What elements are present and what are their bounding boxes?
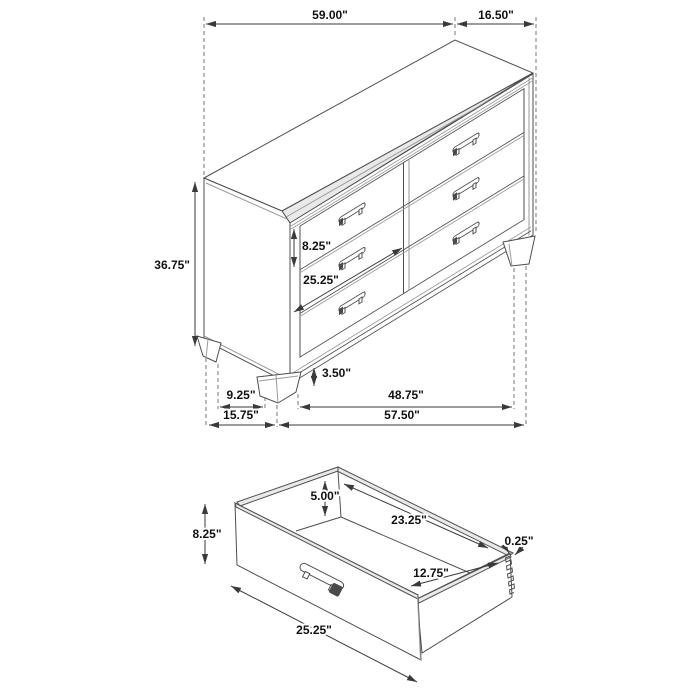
dim-label-drawer-front-width: 25.25" — [303, 273, 339, 287]
dim-label-drawer-front-width: 25.25" — [296, 623, 332, 637]
dim-label-foot-gap: 9.25" — [226, 388, 256, 402]
dim-label-top-depth: 16.50" — [478, 8, 514, 22]
dim-label-feet-span: 48.75" — [388, 388, 424, 402]
dim-label-drawer-inner-width: 12.75" — [413, 566, 449, 580]
dim-label-drawer-inner-depth: 5.00" — [310, 489, 340, 503]
dim-label-drawer-side-thickness: 0.25" — [504, 534, 534, 548]
dim-label-drawer-front-height: 8.25" — [192, 527, 222, 541]
drawer-figure — [192, 467, 533, 682]
drawer-back-rim — [337, 467, 513, 556]
dim-label-base-depth: 15.75" — [223, 408, 259, 422]
dresser-figure — [154, 8, 536, 427]
dim-label-foot-height: 3.50" — [322, 366, 352, 380]
dim-label-overall-height: 36.75" — [154, 258, 190, 272]
dim-label-base-width: 57.50" — [384, 408, 420, 422]
dim-label-drawer-front-height: 8.25" — [302, 239, 332, 253]
dim-label-top-width: 59.00" — [312, 8, 348, 22]
dim-label-drawer-inner-length: 23.25" — [391, 513, 427, 527]
